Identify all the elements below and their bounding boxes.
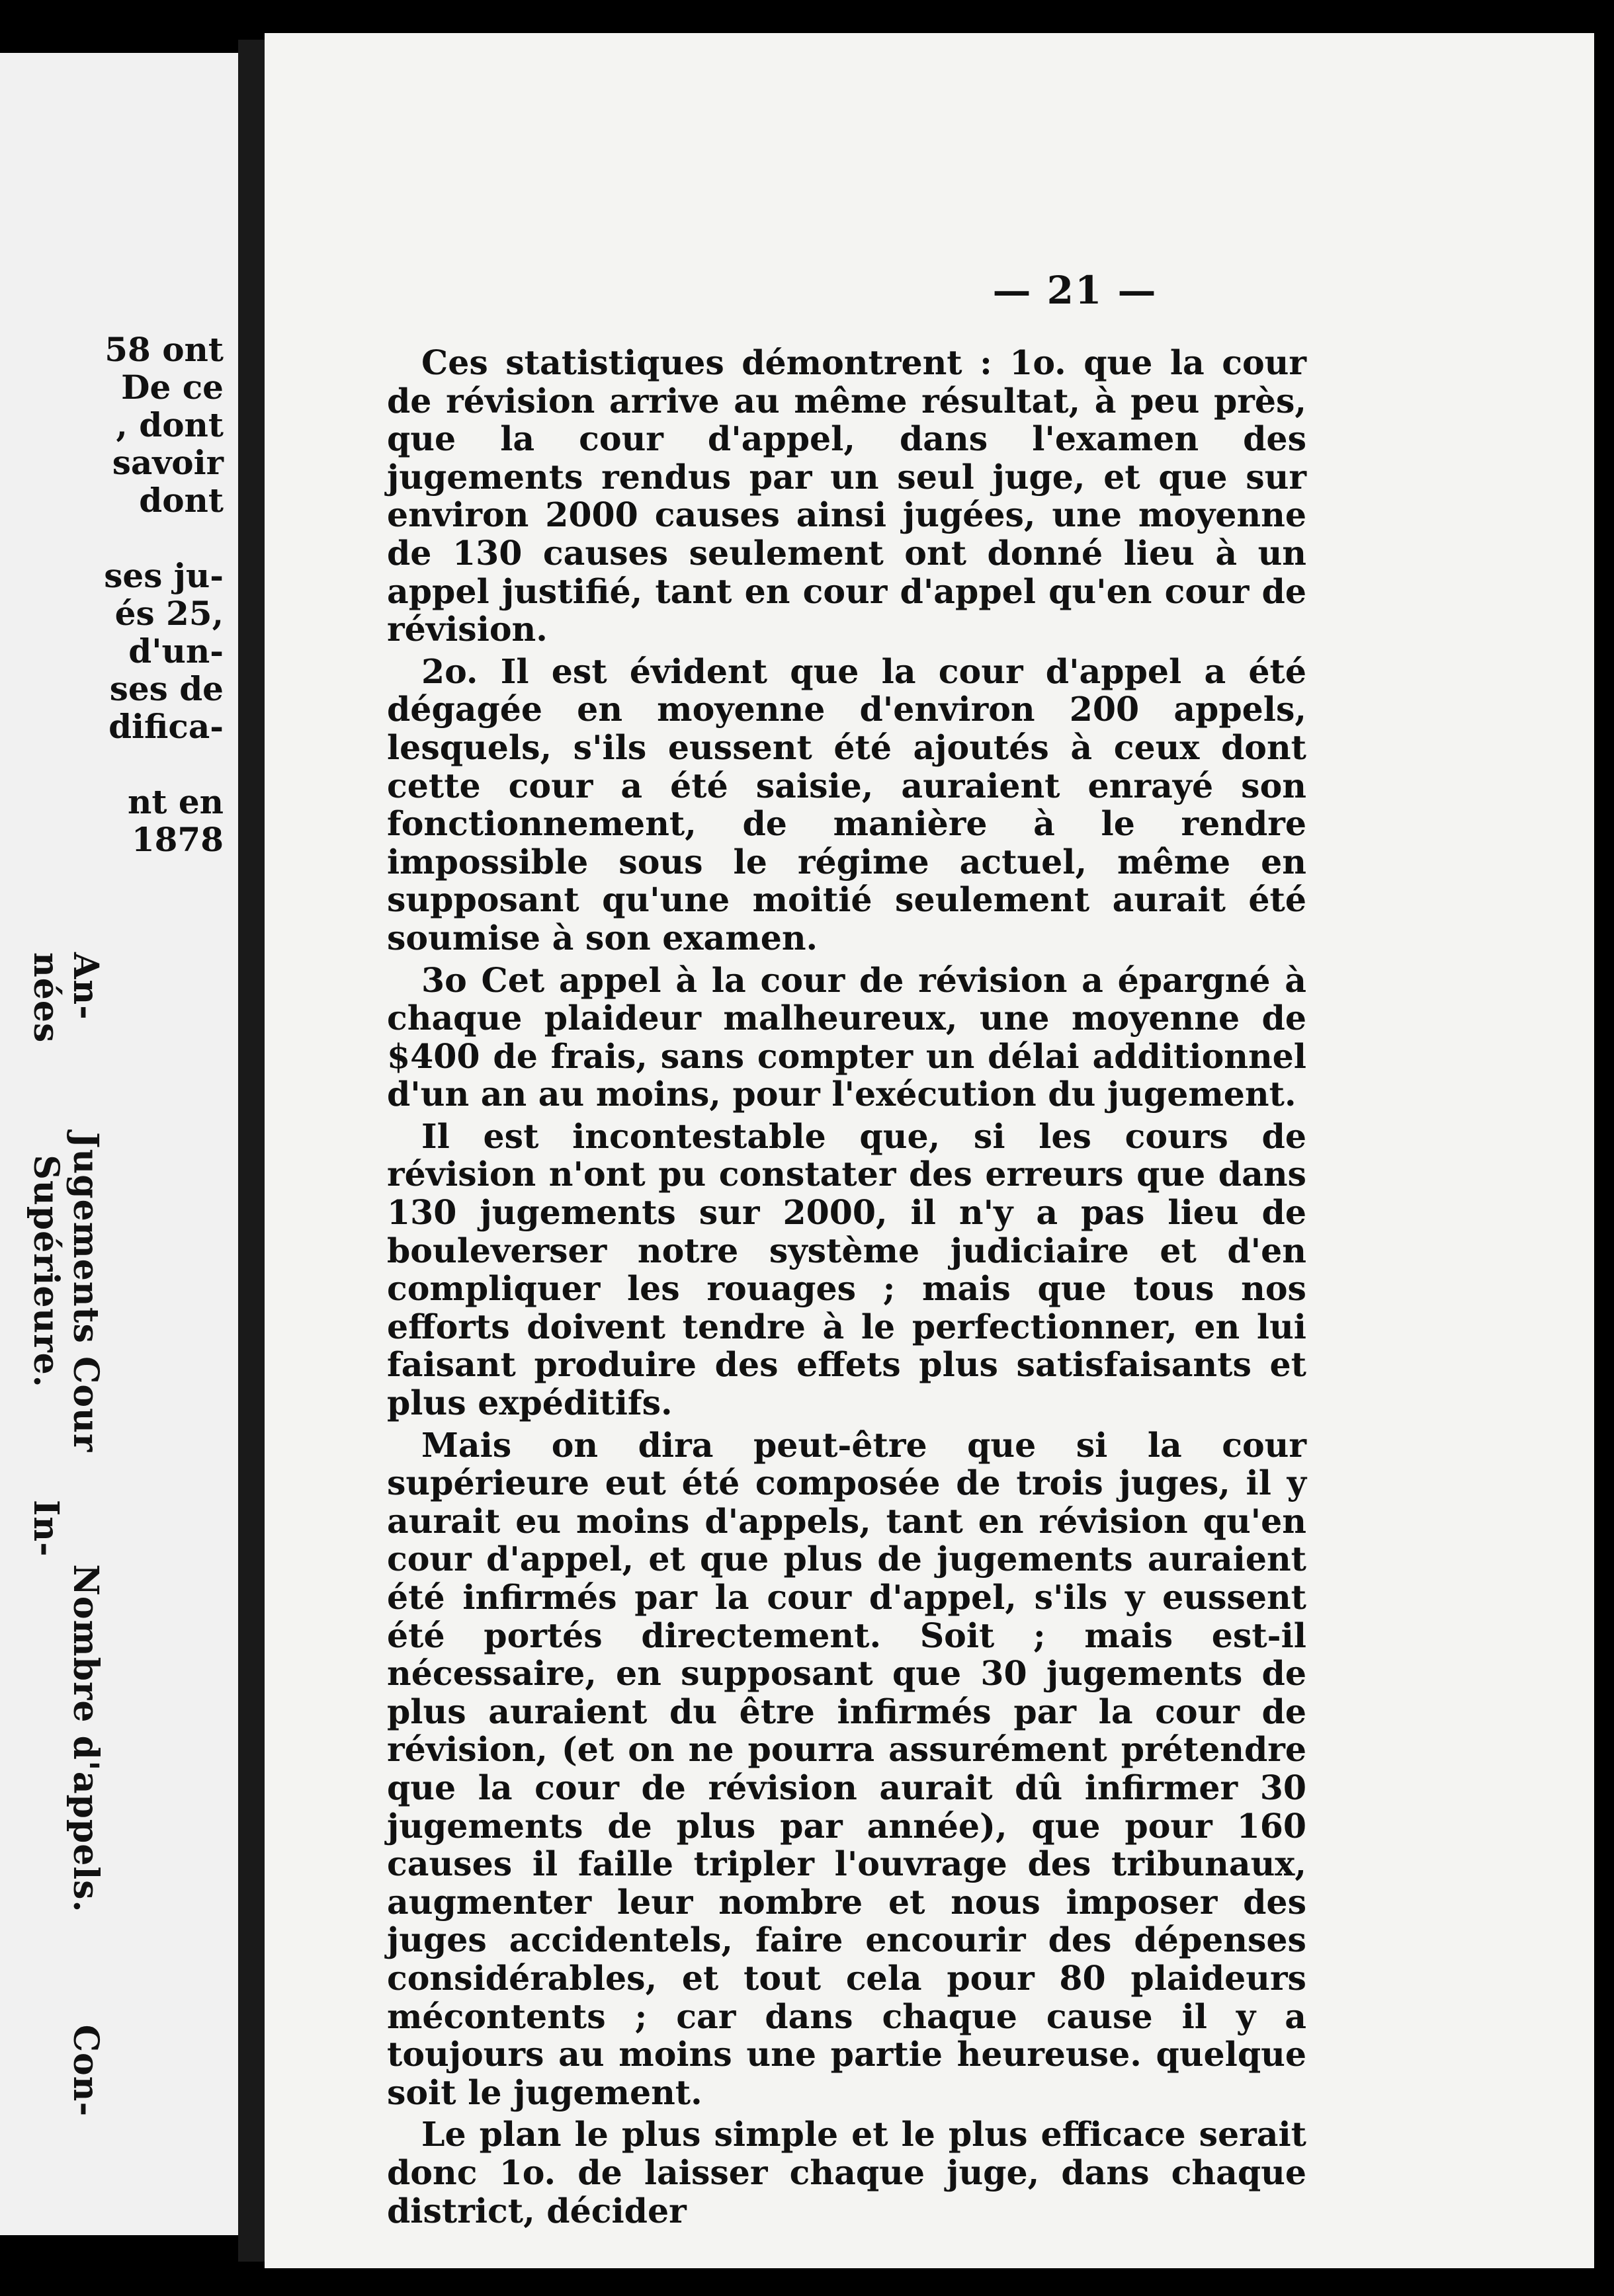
left-line-gap xyxy=(104,745,224,783)
rotated-header: Con- xyxy=(65,2024,106,2117)
paragraph: Ces statistiques démontrent : 1o. que la cour de révision arrive au même résultat, à peu près, que la cour d'appel, dans l'examen des jugements rendus par un seul juge, et que sur environ 2000 causes ainsi jugées, une moyenne de 130 causes seulement ont donné lieu à un appel justifié, tant en cour d'appel qu'en cour de révision. xyxy=(387,343,1306,649)
rotated-table-header-a xyxy=(65,952,106,2209)
left-line: dont xyxy=(139,481,224,520)
rotated-header: nées xyxy=(26,952,66,1044)
left-line: difica- xyxy=(108,707,224,746)
paragraph: Mais on dira peut-être que si la cour supérieure eut été composée de trois juges, il y aurait eu moins d'appels, tant en révision qu'en cour d'appel, et que plus de jugements auraient été infirmés par la cour d'appel, s'ils y eussent été portés directement. Soit ; mais est-il nécessaire, en supposant que 30 jugements de plus auraient du être infirmés par la cour de révision, (et on ne pourra assurément prétendre que la cour de révision aurait dû infirmer 30 jugements de plus par année), que pour 160 causes il faille tripler l'ouvrage des tribunaux, augmenter leur nombre et nous imposer des juges accidentels, faire encourir des dépenses considérables, et tout cela pour 80 plaideurs mécontents ; car dans chaque cause il y a toujours au moins une partie heureuse. quelque soit le jugement. xyxy=(387,1425,1306,2112)
rotated-header: In- xyxy=(26,1499,66,1557)
left-line: ses ju- xyxy=(104,556,224,595)
left-page-fragment xyxy=(0,53,238,2235)
rotated-header: Supérieure. xyxy=(26,1155,66,1388)
left-line: d'un- xyxy=(128,632,224,671)
left-line: 58 ont xyxy=(105,330,224,369)
left-page-text xyxy=(104,331,224,858)
left-line: és 25, xyxy=(114,594,224,633)
left-line: nt en xyxy=(127,782,224,821)
rotated-table-header-b xyxy=(26,952,66,2209)
left-line: savoir xyxy=(112,443,224,482)
main-page xyxy=(265,33,1594,2268)
left-line: De ce xyxy=(121,368,224,407)
rotated-header: Nombre d'appels. xyxy=(65,1564,106,1913)
left-line-gap xyxy=(104,519,224,557)
rotated-header: Jugements Cour xyxy=(65,1131,106,1453)
left-line: ses de xyxy=(109,669,224,708)
page-number: — 21 — xyxy=(992,268,1158,313)
paragraph: 3o Cet appel à la cour de révision a épargné à chaque plaideur malheureux, une moyenne de $400 de frais, sans compter un délai additionnel d'un an au moins, pour l'exécution du jugement. xyxy=(387,960,1306,1114)
body-text xyxy=(387,344,1306,2234)
paragraph: Il est incontestable que, si les cours de révision n'ont pu constater des erreurs que dans 130 jugements sur 2000, il n'y a pas lieu de bouleverser notre système judiciaire et d'en compliquer les rouages ; mais que tous nos efforts doivent tendre à le perfectionner, en lui faisant produire des effets plus satisfaisants et plus expéditifs. xyxy=(387,1116,1306,1423)
paragraph: 2o. Il est évident que la cour d'appel a été dégagée en moyenne d'environ 200 appels, lesquels, s'ils eussent été ajoutés à ceux dont cette cour a été saisie, auraient enrayé son fonctionnement, de manière à le rendre impossible sous le régime actuel, même en supposant qu'une moitié seulement aurait été soumise à son examen. xyxy=(387,651,1306,958)
paragraph: Le plan le plus simple et le plus efficace serait donc 1o. de laisser chaque juge, dans chaque district, décider xyxy=(387,2115,1306,2231)
book-gutter xyxy=(238,40,265,2262)
rotated-header: An- xyxy=(65,952,106,1020)
left-line: , dont xyxy=(116,405,224,444)
left-line: 1878 xyxy=(131,820,224,859)
